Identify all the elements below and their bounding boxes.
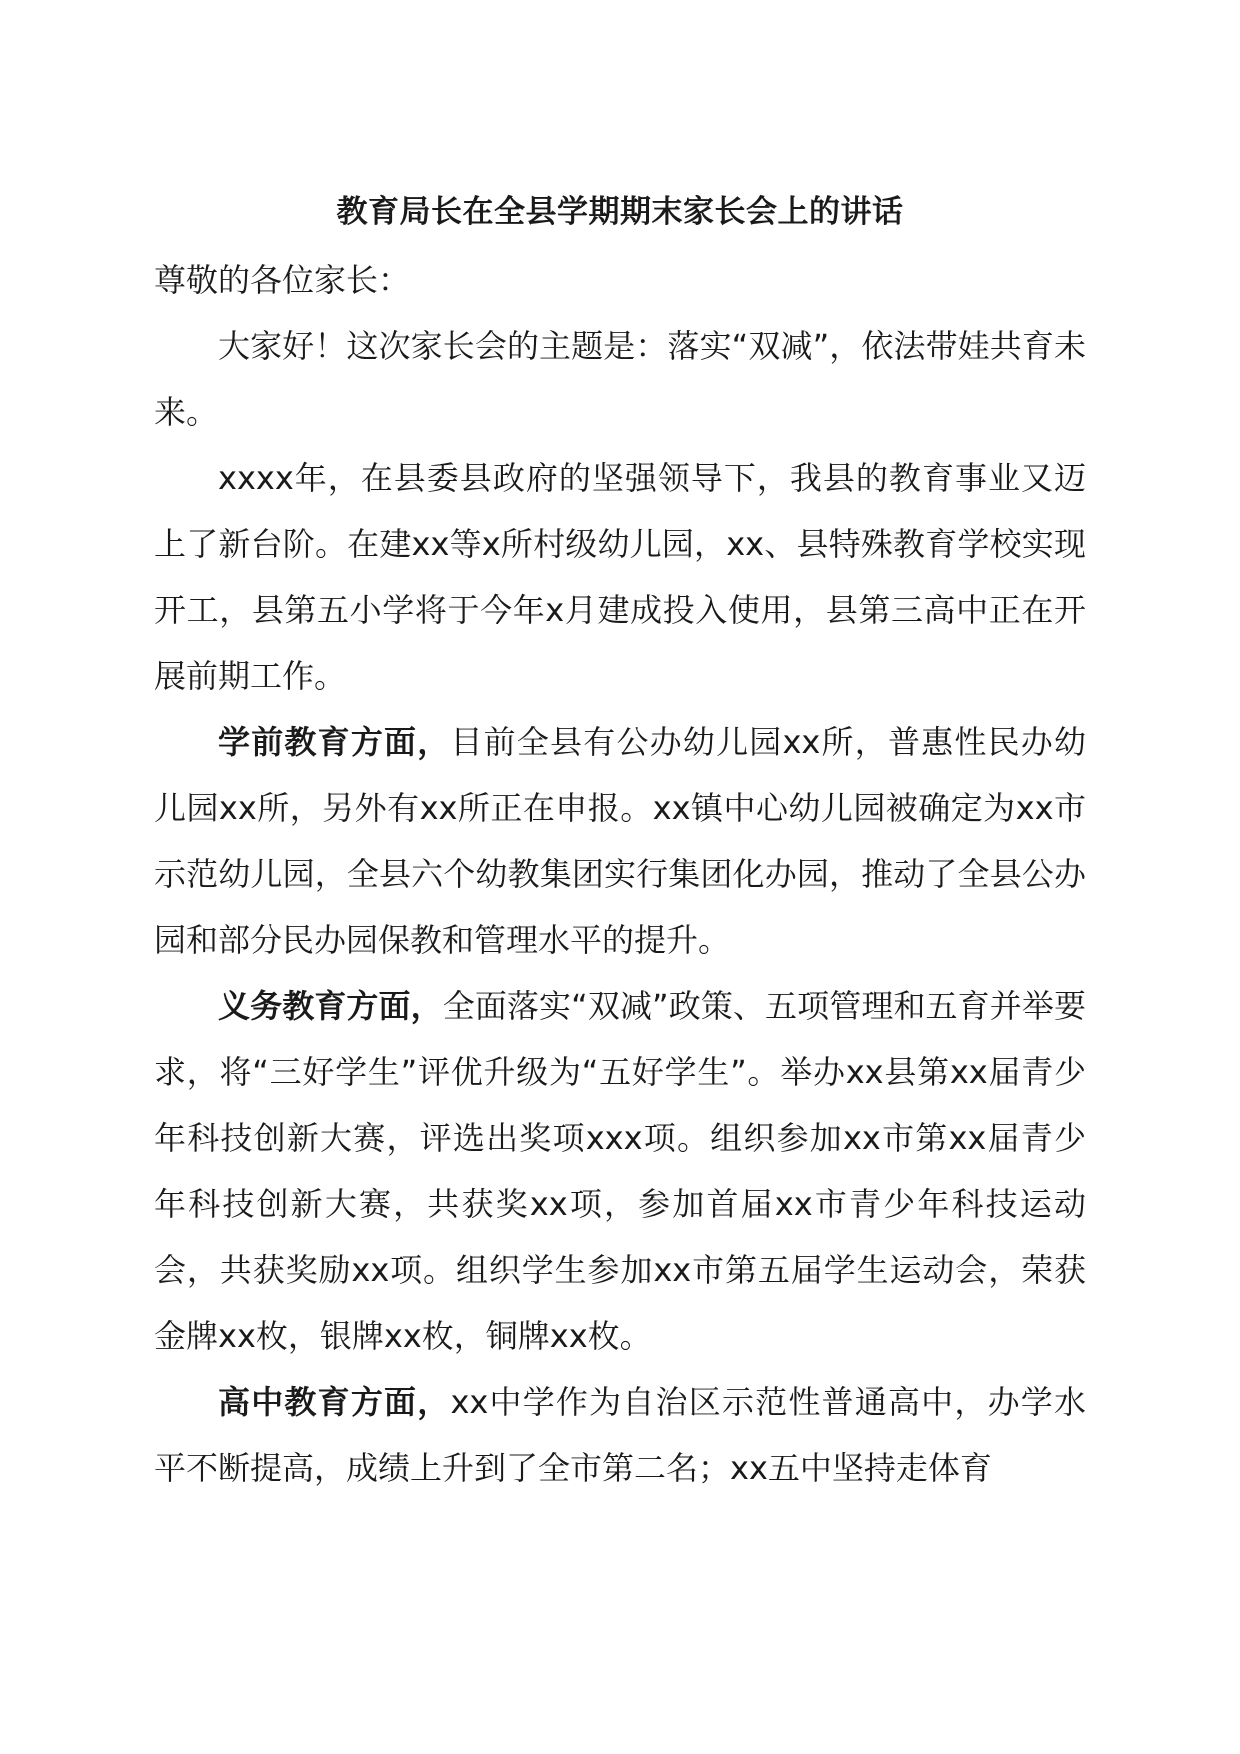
paragraph-lead-heading: 高中教育方面，: [218, 1383, 451, 1421]
paragraph-text: xx中学作为自治区示范性普通高中，办学水平不断提高，成绩上升到了全市第二名；xx五中坚持走体育: [154, 1383, 1086, 1487]
paragraph-compulsory: [154, 973, 1086, 1369]
paragraph-lead-heading: 义务教育方面，: [218, 987, 443, 1025]
paragraph-text: 全面落实“双减”政策、五项管理和五育并举要求，将“三好学生”评优升级为“五好学生”。举办xx县第xx届青少年科技创新大赛，评选出奖项xxx项。组织参加xx市第xx届青少年科技创新大赛，共获奖xx项，参加首届xx市青少年科技运动会，共获奖励xx项。组织学生参加xx市第五届学生运动会，荣获金牌xx枚，银牌xx枚，铜牌xx枚。: [154, 987, 1086, 1355]
paragraph-text: 大家好！这次家长会的主题是：落实“双减”，依法带娃共育未来。: [154, 327, 1086, 431]
paragraph-text: xxxx年，在县委县政府的坚强领导下，我县的教育事业又迈上了新台阶。在建xx等x所村级幼儿园，xx、县特殊教育学校实现开工，县第五小学将于今年x月建成投入使用，县第三高中正在开展前期工作。: [154, 459, 1086, 695]
paragraph-high-school: [154, 1369, 1086, 1501]
salutation: 尊敬的各位家长：: [154, 261, 411, 299]
paragraph-lead-heading: 学前教育方面，: [218, 723, 451, 761]
document-body: [154, 247, 1086, 1501]
paragraph-text: 目前全县有公办幼儿园xx所，普惠性民办幼儿园xx所，另外有xx所正在申报。xx镇中心幼儿园被确定为xx市示范幼儿园，全县六个幼教集团实行集团化办园，推动了全县公办园和部分民办园保教和管理水平的提升。: [154, 723, 1086, 959]
document-title: 教育局长在全县学期期末家长会上的讲话: [336, 194, 904, 230]
paragraph-preschool: [154, 709, 1086, 973]
paragraph-overview: [154, 445, 1086, 709]
paragraph-greeting: [154, 313, 1086, 445]
